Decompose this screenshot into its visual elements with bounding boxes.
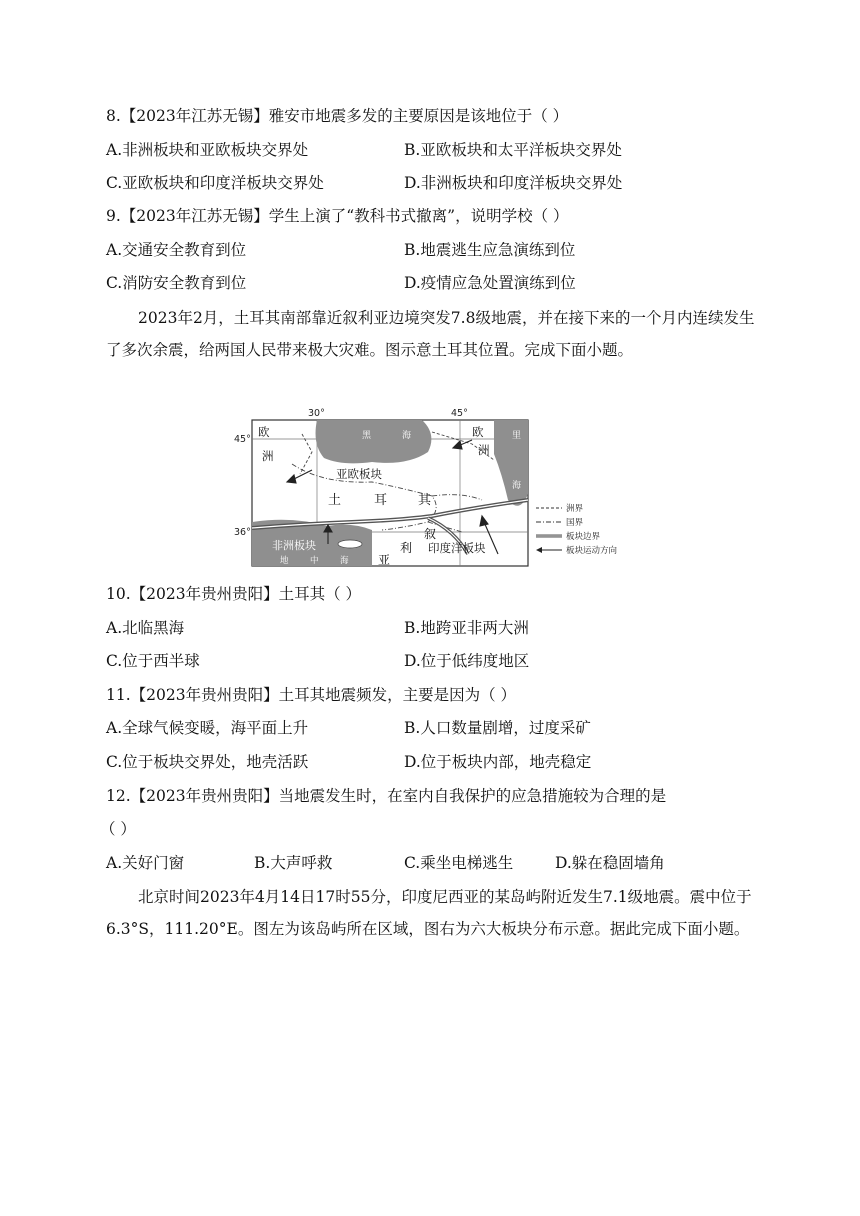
black-sea-char1: 黑 [362, 431, 372, 441]
europe-left-char2: 洲 [262, 449, 274, 463]
legend-arrowhead [536, 547, 542, 553]
europe-left-char1: 欧 [258, 425, 270, 439]
q12-option-b: B.大声呼救 [254, 854, 333, 872]
legend-continent: 洲界 [566, 504, 584, 514]
lon-30-label: 30° [308, 408, 325, 419]
q11-option-d: D.位于板块内部，地壳稳定 [404, 753, 592, 771]
syria-char2: 利 [400, 541, 413, 555]
q10-option-b: B.地跨亚非两大洲 [404, 619, 529, 637]
syria-char3: 亚 [378, 553, 391, 567]
q10-option-c: C.位于西半球 [106, 652, 200, 670]
turkey-char1: 土 [328, 493, 342, 508]
syria-char1: 叙 [424, 527, 437, 541]
q8-option-a: A.非洲板块和亚欧板块交界处 [106, 141, 309, 159]
q11-option-c: C.位于板块交界处，地壳活跃 [106, 753, 309, 771]
q12-stem: 12.【2023年贵州贵阳】当地震发生时，在室内自我保护的应急措施较为合理的是 [106, 787, 667, 805]
indian-plate-label: 印度洋板块 [428, 541, 486, 555]
med-char1: 地 [280, 556, 289, 566]
med-char2: 中 [310, 556, 319, 566]
african-plate-label: 非洲板块 [272, 539, 316, 552]
europe-right-char2: 洲 [478, 443, 490, 457]
q10-stem: 10.【2023年贵州贵阳】土耳其（ ） [106, 585, 362, 603]
cyprus-island [338, 540, 362, 548]
legend-plate-boundary: 板块边界 [566, 532, 601, 542]
europe-right-char1: 欧 [472, 425, 484, 439]
eurasian-plate-label: 亚欧板块 [336, 467, 382, 481]
lat-36-label: 36° [234, 527, 251, 538]
lat-45-label: 45° [234, 434, 251, 445]
q12-option-d: D.躲在稳固墙角 [555, 854, 665, 872]
passage-turkey: 2023年2月，土耳其南部靠近叙利亚边境突发7.8级地震，并在接下来的一个月内连续发生了多次余震，给两国人民带来极大灾难。图示意土耳其位置。完成下面小题。 [106, 309, 755, 359]
q9-option-c: C.消防安全教育到位 [106, 274, 247, 292]
turkey-map [232, 404, 632, 572]
q9-option-d: D.疫情应急处置演练到位 [404, 274, 576, 292]
legend-border: 国界 [566, 518, 584, 528]
med-char3: 海 [340, 556, 349, 566]
turkey-char2: 耳 [374, 493, 388, 508]
black-sea [316, 420, 432, 463]
q8-option-d: D.非洲板块和印度洋板块交界处 [404, 174, 623, 192]
q9-stem: 9.【2023年江苏无锡】学生上演了“教科书式撤离”，说明学校（ ） [106, 207, 569, 225]
q8-stem: 8.【2023年江苏无锡】雅安市地震多发的主要原因是该地位于（ ） [106, 107, 569, 125]
passage-indonesia: 北京时间2023年4月14日17时55分，印度尼西亚的某岛屿附近发生7.1级地震。震中位于6.3°S，111.20°E。图左为该岛屿所在区域，图右为六大板块分布示意。据此完成下面小题。 [106, 888, 752, 938]
q10-option-d: D.位于低纬度地区 [404, 652, 530, 670]
q12-option-a: A.关好门窗 [106, 854, 185, 872]
lon-45-label: 45° [451, 408, 468, 419]
q8-option-c: C.亚欧板块和印度洋板块交界处 [106, 174, 324, 192]
q9-option-b: B.地震逃生应急演练到位 [404, 241, 576, 259]
q10-option-a: A.北临黑海 [106, 619, 185, 637]
caspian-char1: 里 [512, 431, 522, 441]
legend-movement: 板块运动方向 [566, 546, 618, 556]
map-legend [536, 503, 618, 556]
q12-paren: （ ） [100, 820, 136, 838]
caspian-char2: 海 [512, 481, 522, 491]
q11-option-a: A.全球气候变暖，海平面上升 [106, 719, 309, 737]
q11-option-b: B.人口数量剧增，过度采矿 [404, 719, 591, 737]
black-sea-char2: 海 [402, 431, 412, 441]
q11-stem: 11.【2023年贵州贵阳】土耳其地震频发，主要是因为（ ） [106, 686, 517, 704]
turkey-char3: 其 [418, 493, 432, 508]
turkey-map-figure [232, 404, 632, 572]
q12-option-c: C.乘坐电梯逃生 [404, 854, 514, 872]
q9-option-a: A.交通安全教育到位 [106, 241, 247, 259]
q8-option-b: B.亚欧板块和太平洋板块交界处 [404, 141, 622, 159]
